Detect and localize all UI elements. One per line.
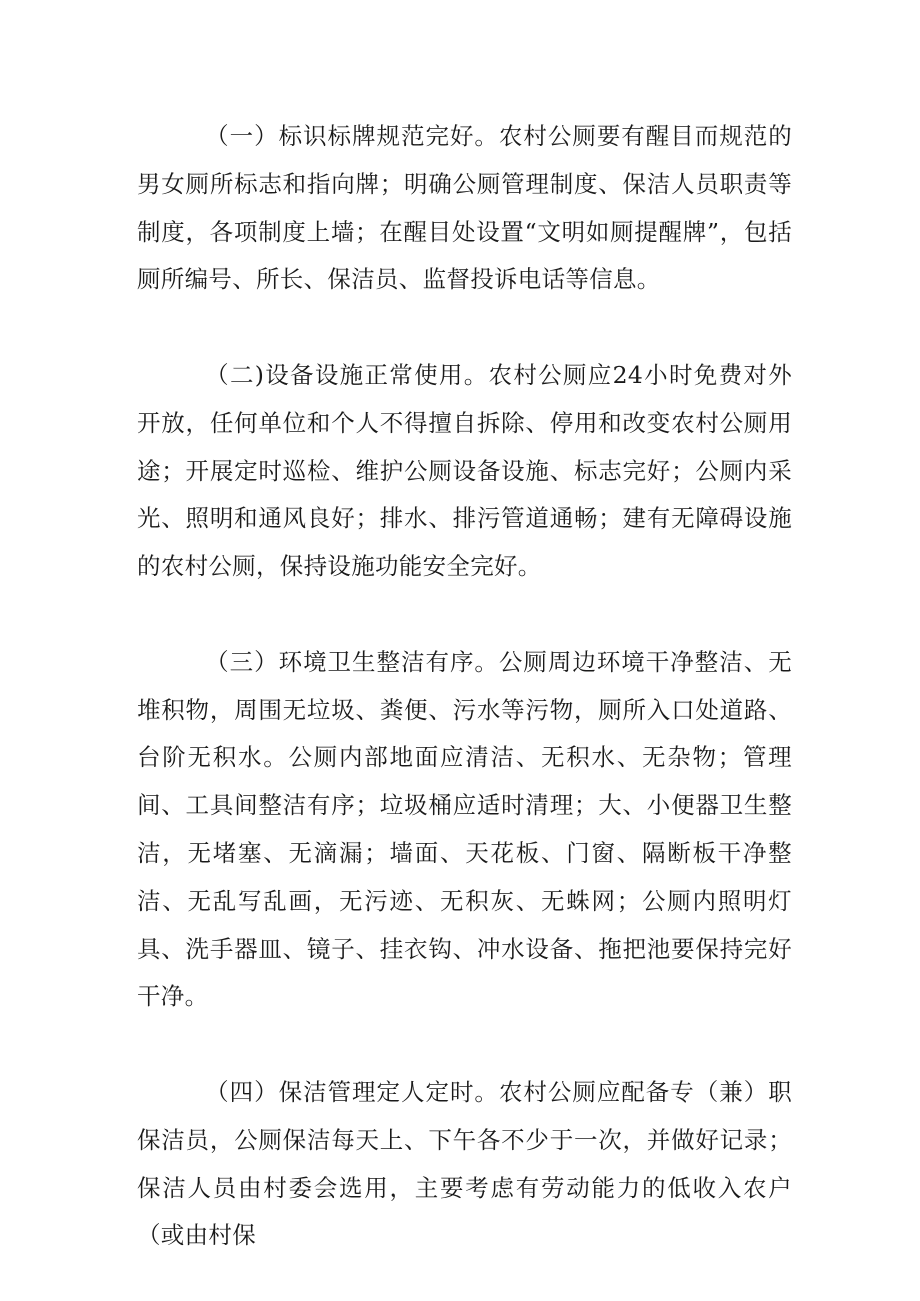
document-body (137, 113, 792, 1260)
paragraph-1: （一）标识标牌规范完好。农村公厕要有醒目而规范的男女厕所标志和指向牌；明确公厕管理制度、保洁人员职责等制度，各项制度上墙；在醒目处设置“文明如厕提醒牌”，包括厕所编号、所长、保洁员、监督投诉电话等信息。 (137, 122, 792, 294)
paragraph-4: （四）保洁管理定人定时。农村公厕应配备专（兼）职保洁员，公厕保洁每天上、下午各不少于一次，并做好记录；保洁人员由村委会选用，主要考虑有劳动能力的低收入农户（或由村保 (137, 1077, 792, 1250)
paragraph-2: （二)设备设施正常使用。农村公厕应24小时免费对外开放，任何单位和个人不得擅自拆除、停用和改变农村公厕用途；开展定时巡检、维护公厕设备设施、标志完好；公厕内采光、照明和通风良好；排水、排污管道通畅；建有无障碍设施的农村公厕，保持设施功能安全完好。 (137, 360, 792, 581)
paragraph-3: （三）环境卫生整洁有序。公厕周边环境干净整洁、无堆积物，周围无垃圾、粪便、污水等污物，厕所入口处道路、台阶无积水。公厕内部地面应清洁、无积水、无杂物；管理间、工具间整洁有序；垃圾桶应适时清理；大、小便器卫生整洁，无堵塞、无滴漏；墙面、天花板、门窗、隔断板干净整洁、无乱写乱画，无污迹、无积灰、无蛛网；公厕内照明灯具、洗手器皿、镜子、挂衣钩、冲水设备、拖把池要保持完好干净。 (137, 647, 792, 1011)
